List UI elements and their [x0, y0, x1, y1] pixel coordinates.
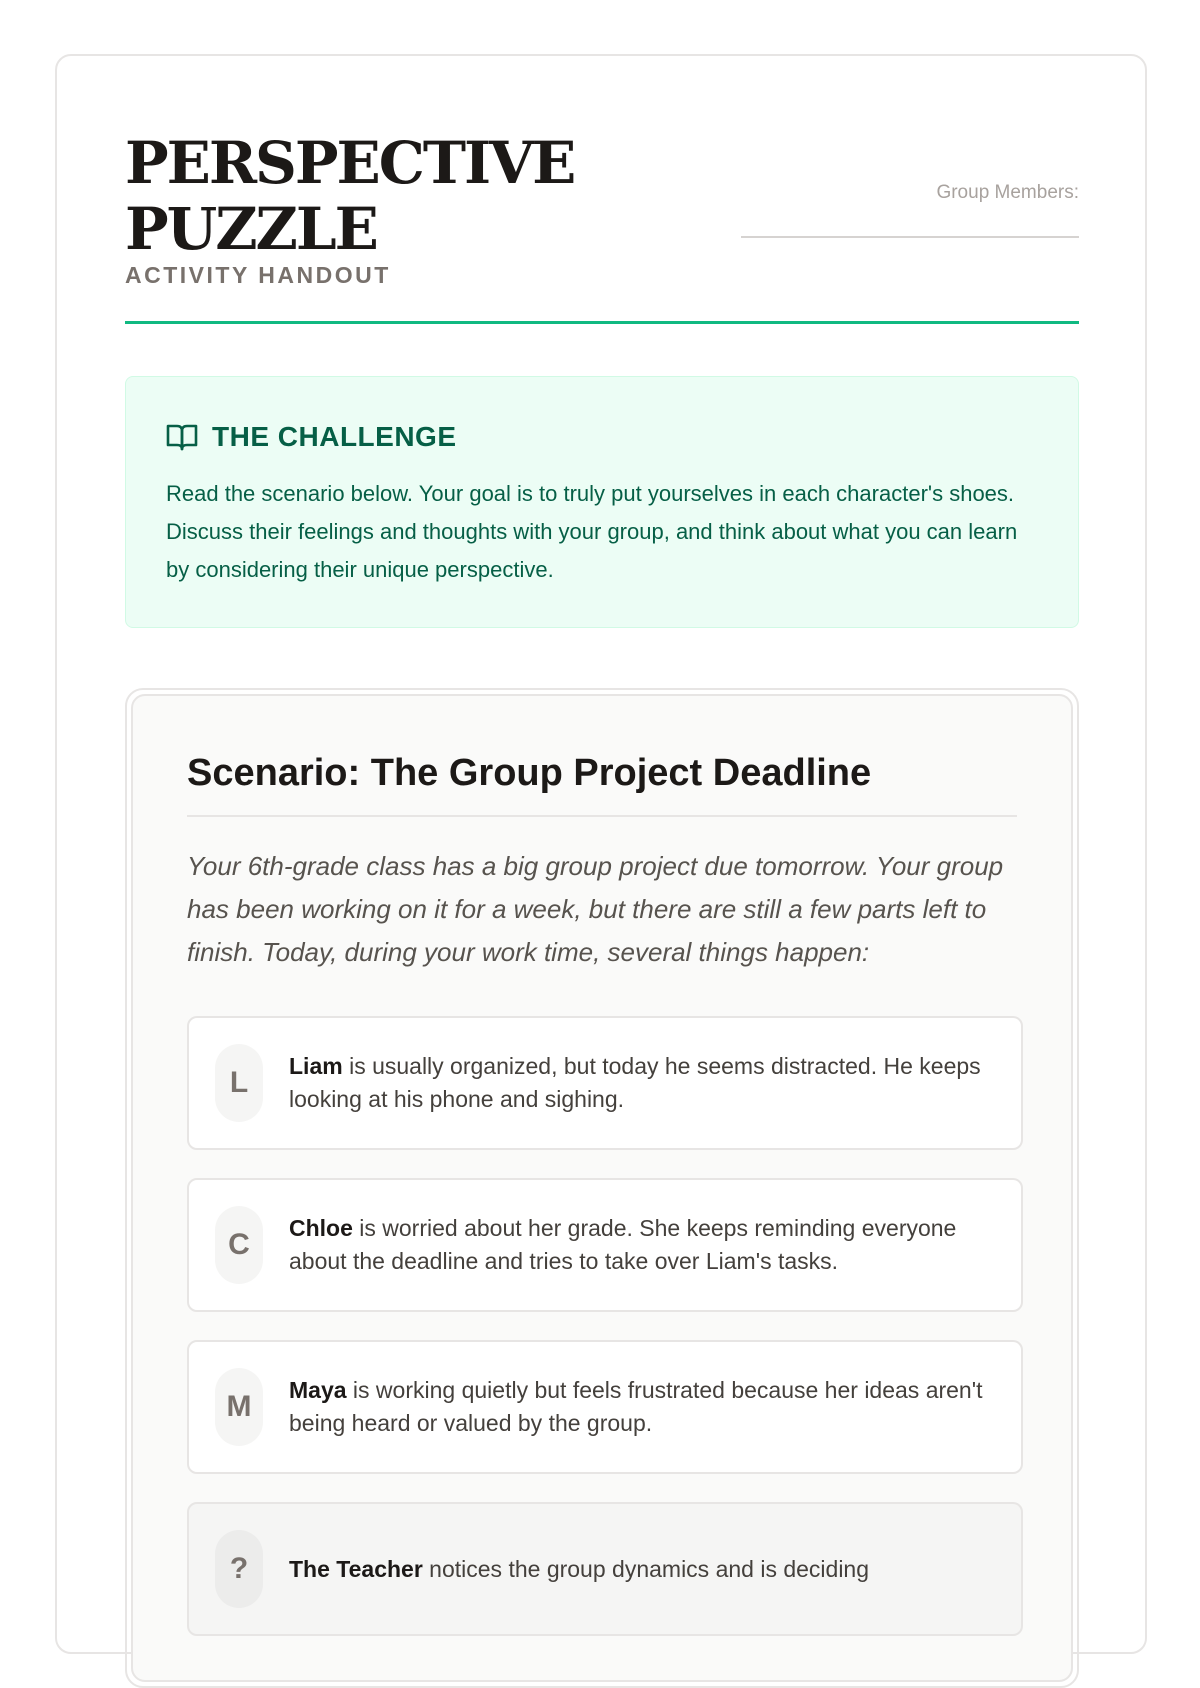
character-list — [187, 1016, 1017, 1636]
character-text: is worried about her grade. She keeps reminding everyone about the deadline and tries to take over Liam's tasks. — [289, 1215, 957, 1274]
page-title: PERSPECTIVE PUZZLE — [125, 129, 575, 263]
character-avatar: ? — [215, 1530, 263, 1608]
handout-sheet — [55, 54, 1147, 1654]
character-description — [289, 1212, 995, 1278]
handout-header — [125, 56, 1079, 324]
character-card-liam — [187, 1016, 1023, 1150]
challenge-heading — [166, 421, 1038, 453]
character-card-chloe — [187, 1178, 1023, 1312]
character-card-maya — [187, 1340, 1023, 1474]
character-name: Liam — [289, 1053, 343, 1079]
challenge-box — [125, 376, 1079, 628]
challenge-title: THE CHALLENGE — [212, 421, 457, 452]
character-description — [289, 1374, 995, 1440]
character-text: is usually organized, but today he seems distracted. He keeps looking at his phone and sighing. — [289, 1053, 981, 1112]
group-members-field — [741, 182, 1079, 238]
group-members-label: Group Members: — [936, 182, 1079, 203]
character-description — [289, 1050, 995, 1116]
character-text: notices the group dynamics and is deciding — [422, 1555, 870, 1582]
character-name: Maya — [289, 1377, 347, 1403]
challenge-text: Read the scenario below. Your goal is to truly put yourselves in each character's shoes. Discuss their feelings and thoughts with your group, and think about what you can learn by considering their unique perspective. — [166, 481, 1018, 582]
character-name: Chloe — [289, 1215, 353, 1241]
character-description — [289, 1553, 869, 1586]
character-name: The Teacher — [289, 1555, 423, 1582]
group-members-input-line[interactable] — [741, 224, 1079, 238]
page-subtitle: ACTIVITY HANDOUT — [125, 262, 391, 288]
character-avatar: L — [215, 1044, 263, 1122]
character-card-teacher — [187, 1502, 1023, 1636]
handout-content — [125, 56, 1079, 1585]
scenario-intro: Your 6th-grade class has a big group project due tomorrow. Your group has been working on it for a week, but there are still a few parts left to finish. Today, during your work time, several things happen: — [187, 851, 1004, 967]
character-avatar: M — [215, 1368, 263, 1446]
character-text: is working quietly but feels frustrated because her ideas aren't being heard or valued by the group. — [289, 1377, 983, 1436]
scenario-frame — [125, 688, 1079, 1688]
scenario-title: Scenario: The Group Project Deadline — [187, 752, 1017, 817]
scenario-card — [131, 694, 1073, 1682]
character-avatar: C — [215, 1206, 263, 1284]
book-open-icon — [166, 422, 198, 452]
